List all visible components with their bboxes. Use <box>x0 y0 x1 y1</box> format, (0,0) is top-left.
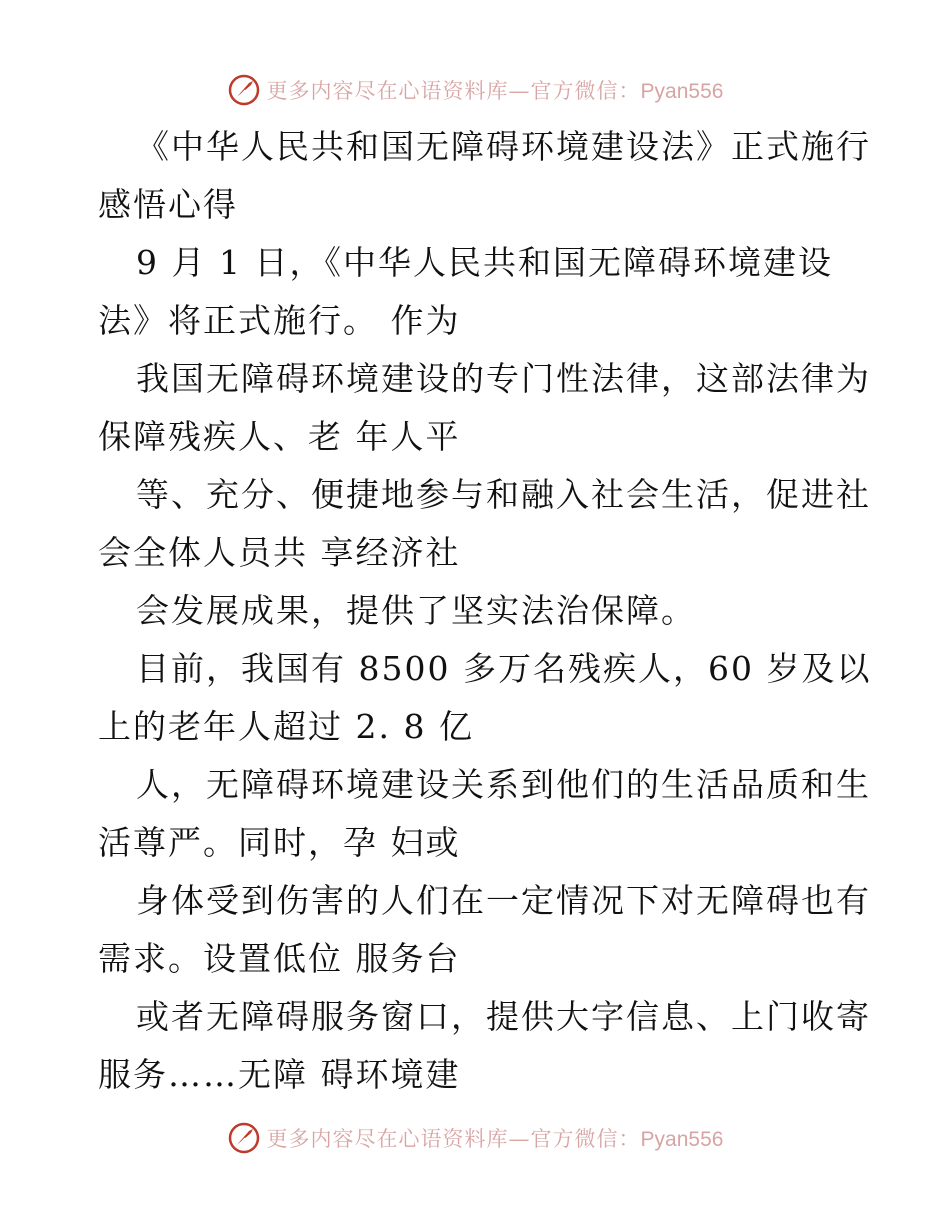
footer-banner-handle: Pyan556 <box>640 1128 724 1151</box>
footer-banner-text <box>267 1123 724 1153</box>
doc-line: 会全体人员共 享经济社 <box>98 533 461 572</box>
doc-line: 目前，我国有 8500 多万名残疾人，60 岁及以 <box>136 649 872 688</box>
footer-banner-label: 更多内容尽在心语资料库—官方微信： <box>266 1127 641 1151</box>
header-banner-text <box>267 75 724 105</box>
feather-pen-logo-icon <box>227 1121 261 1155</box>
header-banner-handle: Pyan556 <box>640 80 724 103</box>
doc-line: 或者无障碍服务窗口，提供大字信息、上门收寄 <box>136 997 871 1036</box>
header-banner <box>0 70 950 110</box>
doc-line: 会发展成果，提供了坚实法治保障。 <box>136 591 696 630</box>
footer-banner <box>0 1118 950 1158</box>
doc-line-title-1: 《中华人民共和国无障碍环境建设法》正式施行 <box>136 127 871 166</box>
document-body <box>98 118 872 1104</box>
doc-line: 保障残疾人、老 年人平 <box>98 417 461 456</box>
header-banner-label: 更多内容尽在心语资料库—官方微信： <box>266 79 641 103</box>
doc-line: 人，无障碍环境建设关系到他们的生活品质和生 <box>136 765 871 804</box>
doc-line: 活尊严。同时，孕 妇或 <box>98 823 461 862</box>
doc-line: 9 月 1 日，《中华人民共和国无障碍环境建设 <box>136 243 833 282</box>
doc-line: 上的老年人超过 2. 8 亿 <box>98 707 474 746</box>
doc-line: 服务……无障 碍环境建 <box>98 1055 461 1094</box>
doc-line-title-2: 感悟心得 <box>98 185 238 224</box>
doc-line: 我国无障碍环境建设的专门性法律，这部法律为 <box>136 359 871 398</box>
doc-line: 需求。设置低位 服务台 <box>98 939 461 978</box>
feather-pen-logo-icon <box>227 73 261 107</box>
doc-line: 身体受到伤害的人们在一定情况下对无障碍也有 <box>136 881 871 920</box>
doc-line: 法》将正式施行。 作为 <box>98 301 461 340</box>
doc-line: 等、充分、便捷地参与和融入社会生活，促进社 <box>136 475 871 514</box>
